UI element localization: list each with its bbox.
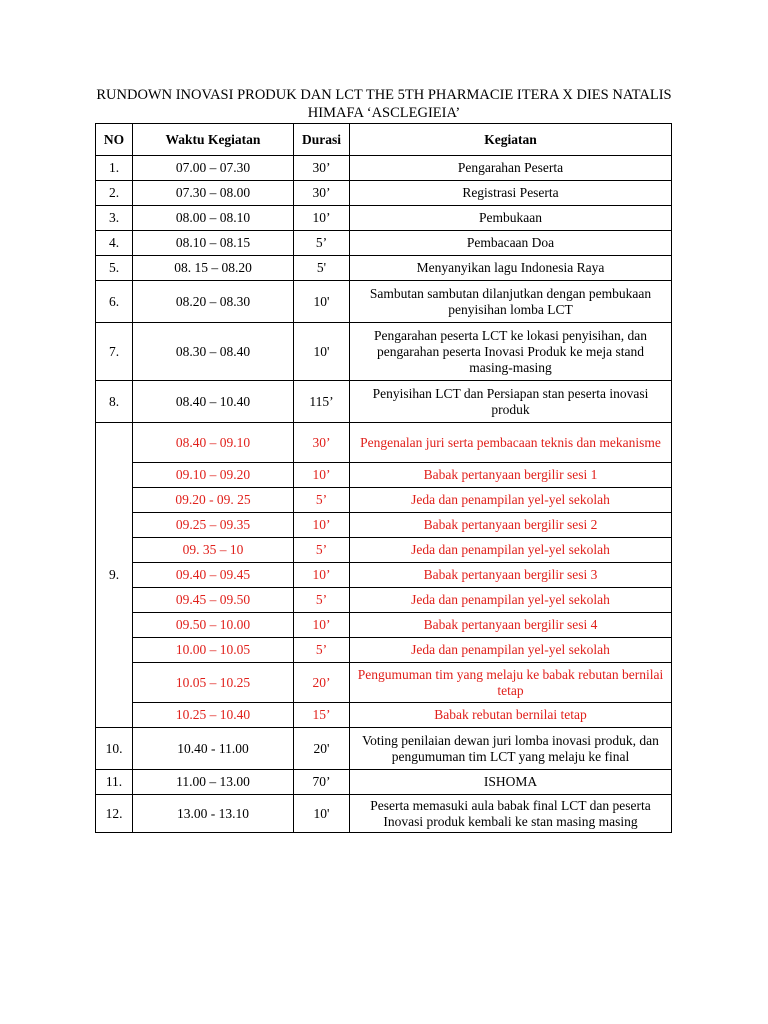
table-header-row bbox=[96, 124, 672, 156]
cell-no-group-9: 9. bbox=[96, 423, 133, 728]
rundown-table bbox=[95, 123, 672, 833]
cell-no: 10. bbox=[96, 728, 133, 770]
cell-kegiatan: Penyisihan LCT dan Persiapan stan peserta inovasi produk bbox=[350, 381, 672, 423]
title-line-2: HIMAFA ‘ASCLEGIEIA’ bbox=[307, 105, 461, 121]
cell-durasi: 10’ bbox=[294, 563, 350, 588]
cell-durasi: 5’ bbox=[294, 488, 350, 513]
cell-kegiatan: Pembukaan bbox=[350, 206, 672, 231]
cell-waktu: 11.00 – 13.00 bbox=[133, 770, 294, 795]
cell-kegiatan: Babak pertanyaan bergilir sesi 3 bbox=[350, 563, 672, 588]
cell-kegiatan: Sambutan sambutan dilanjutkan dengan pembukaan penyisihan lomba LCT bbox=[350, 281, 672, 323]
table-row bbox=[96, 795, 672, 833]
cell-durasi: 15’ bbox=[294, 703, 350, 728]
cell-no: 6. bbox=[96, 281, 133, 323]
table-row bbox=[96, 728, 672, 770]
cell-kegiatan: Babak pertanyaan bergilir sesi 2 bbox=[350, 513, 672, 538]
header-durasi: Durasi bbox=[294, 124, 350, 156]
title-line-1: RUNDOWN INOVASI PRODUK DAN LCT THE 5TH PHARMACIE ITERA X DIES NATALIS bbox=[96, 87, 672, 103]
cell-no: 7. bbox=[96, 323, 133, 381]
cell-no: 11. bbox=[96, 770, 133, 795]
cell-durasi: 5’ bbox=[294, 638, 350, 663]
cell-waktu: 13.00 - 13.10 bbox=[133, 795, 294, 833]
cell-kegiatan: Pengarahan peserta LCT ke lokasi penyisihan, dan pengarahan peserta Inovasi Produk ke meja stand masing-masing bbox=[350, 323, 672, 381]
table-row bbox=[96, 588, 672, 613]
cell-durasi: 30’ bbox=[294, 156, 350, 181]
cell-durasi: 70’ bbox=[294, 770, 350, 795]
cell-kegiatan: Registrasi Peserta bbox=[350, 181, 672, 206]
cell-no: 5. bbox=[96, 256, 133, 281]
cell-kegiatan: Pengumuman tim yang melaju ke babak rebutan bernilai tetap bbox=[350, 663, 672, 703]
cell-kegiatan: Jeda dan penampilan yel-yel sekolah bbox=[350, 638, 672, 663]
cell-waktu: 09.40 – 09.45 bbox=[133, 563, 294, 588]
cell-waktu: 07.30 – 08.00 bbox=[133, 181, 294, 206]
cell-durasi: 20' bbox=[294, 728, 350, 770]
table-row bbox=[96, 563, 672, 588]
cell-durasi: 10’ bbox=[294, 613, 350, 638]
cell-waktu: 09.20 - 09. 25 bbox=[133, 488, 294, 513]
cell-kegiatan: Babak pertanyaan bergilir sesi 1 bbox=[350, 463, 672, 488]
cell-durasi: 20’ bbox=[294, 663, 350, 703]
cell-kegiatan: Pengarahan Peserta bbox=[350, 156, 672, 181]
cell-waktu: 10.05 – 10.25 bbox=[133, 663, 294, 703]
cell-kegiatan: Peserta memasuki aula babak final LCT dan peserta Inovasi produk kembali ke stan masing masing bbox=[350, 795, 672, 833]
cell-durasi: 5’ bbox=[294, 588, 350, 613]
header-no: NO bbox=[96, 124, 133, 156]
cell-waktu: 08.00 – 08.10 bbox=[133, 206, 294, 231]
table-row bbox=[96, 323, 672, 381]
table-row bbox=[96, 638, 672, 663]
cell-waktu: 10.00 – 10.05 bbox=[133, 638, 294, 663]
cell-waktu: 08.40 – 09.10 bbox=[133, 423, 294, 463]
cell-kegiatan: Jeda dan penampilan yel-yel sekolah bbox=[350, 588, 672, 613]
table-row bbox=[96, 231, 672, 256]
table-row bbox=[96, 663, 672, 703]
table-row-9-1 bbox=[96, 423, 672, 463]
table-row bbox=[96, 703, 672, 728]
cell-durasi: 10' bbox=[294, 795, 350, 833]
cell-durasi: 5’ bbox=[294, 538, 350, 563]
table-row bbox=[96, 463, 672, 488]
cell-waktu: 09.50 – 10.00 bbox=[133, 613, 294, 638]
cell-waktu: 08.30 – 08.40 bbox=[133, 323, 294, 381]
cell-waktu: 08.10 – 08.15 bbox=[133, 231, 294, 256]
table-row bbox=[96, 206, 672, 231]
cell-no: 3. bbox=[96, 206, 133, 231]
table-row bbox=[96, 281, 672, 323]
table-row bbox=[96, 613, 672, 638]
cell-durasi: 10' bbox=[294, 323, 350, 381]
cell-no: 4. bbox=[96, 231, 133, 256]
cell-kegiatan: ISHOMA bbox=[350, 770, 672, 795]
cell-waktu: 07.00 – 07.30 bbox=[133, 156, 294, 181]
cell-waktu: 09. 35 – 10 bbox=[133, 538, 294, 563]
cell-waktu: 08.40 – 10.40 bbox=[133, 381, 294, 423]
cell-kegiatan: Menyanyikan lagu Indonesia Raya bbox=[350, 256, 672, 281]
cell-kegiatan: Jeda dan penampilan yel-yel sekolah bbox=[350, 538, 672, 563]
table-row bbox=[96, 181, 672, 206]
cell-durasi: 10’ bbox=[294, 463, 350, 488]
cell-durasi: 10’ bbox=[294, 513, 350, 538]
cell-waktu: 09.45 – 09.50 bbox=[133, 588, 294, 613]
document-title bbox=[96, 86, 672, 122]
table-row bbox=[96, 381, 672, 423]
cell-kegiatan: Pembacaan Doa bbox=[350, 231, 672, 256]
cell-durasi: 115’ bbox=[294, 381, 350, 423]
cell-kegiatan: Voting penilaian dewan juri lomba inovasi produk, dan pengumuman tim LCT yang melaju ke final bbox=[350, 728, 672, 770]
table-row bbox=[96, 156, 672, 181]
cell-kegiatan: Pengenalan juri serta pembacaan teknis dan mekanisme bbox=[350, 423, 672, 463]
cell-waktu: 08. 15 – 08.20 bbox=[133, 256, 294, 281]
cell-waktu: 09.10 – 09.20 bbox=[133, 463, 294, 488]
cell-no: 1. bbox=[96, 156, 133, 181]
header-waktu: Waktu Kegiatan bbox=[133, 124, 294, 156]
cell-waktu: 10.40 - 11.00 bbox=[133, 728, 294, 770]
table-row bbox=[96, 513, 672, 538]
cell-kegiatan: Babak rebutan bernilai tetap bbox=[350, 703, 672, 728]
cell-waktu: 08.20 – 08.30 bbox=[133, 281, 294, 323]
cell-waktu: 09.25 – 09.35 bbox=[133, 513, 294, 538]
cell-durasi: 30’ bbox=[294, 181, 350, 206]
table-row bbox=[96, 488, 672, 513]
table-row bbox=[96, 538, 672, 563]
header-kegiatan: Kegiatan bbox=[350, 124, 672, 156]
cell-no: 12. bbox=[96, 795, 133, 833]
cell-durasi: 30’ bbox=[294, 423, 350, 463]
cell-kegiatan: Babak pertanyaan bergilir sesi 4 bbox=[350, 613, 672, 638]
cell-no: 2. bbox=[96, 181, 133, 206]
cell-durasi: 10' bbox=[294, 281, 350, 323]
table-row bbox=[96, 256, 672, 281]
cell-kegiatan: Jeda dan penampilan yel-yel sekolah bbox=[350, 488, 672, 513]
cell-durasi: 10’ bbox=[294, 206, 350, 231]
cell-no: 8. bbox=[96, 381, 133, 423]
cell-durasi: 5’ bbox=[294, 231, 350, 256]
cell-waktu: 10.25 – 10.40 bbox=[133, 703, 294, 728]
cell-durasi: 5' bbox=[294, 256, 350, 281]
table-row bbox=[96, 770, 672, 795]
